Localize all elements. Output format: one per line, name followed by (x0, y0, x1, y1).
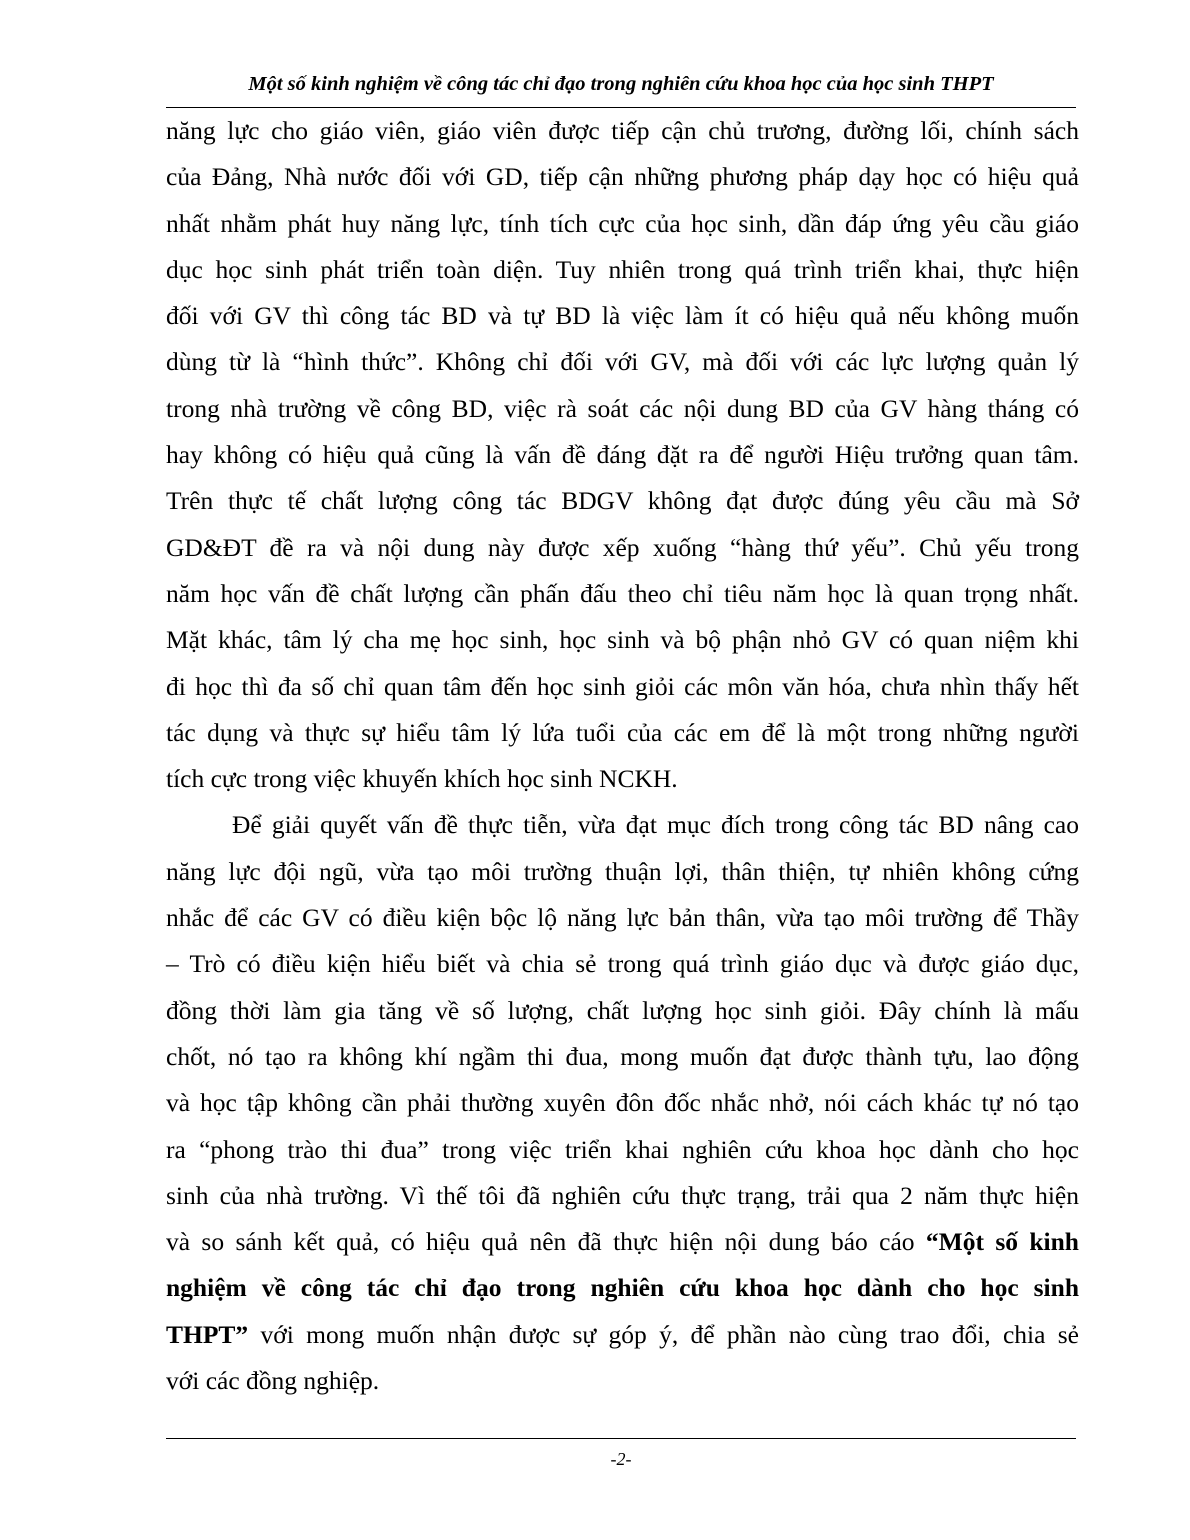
text-line: nhắc để các GV có điều kiện bộc lộ năng lực bản thân, vừa tạo môi trường để Thầy (166, 903, 1079, 933)
text-line: ra “phong trào thi đua” trong việc triển khai nghiên cứu khoa học dành cho học (166, 1134, 1079, 1164)
page-number: -2- (610, 1449, 632, 1469)
text-line: đối với GV thì công tác BD và tự BD là việc làm ít có hiệu quả nếu không muốn (166, 301, 1079, 331)
text-line: và học tập không cần phải thường xuyên đôn đốc nhắc nhở, nói cách khác tự nó tạo (166, 1088, 1079, 1118)
paragraph-1 (166, 108, 1079, 802)
text-line: chốt, nó tạo ra không khí ngầm thi đua, mong muốn đạt được thành tựu, lao động (166, 1041, 1079, 1071)
text-line: dùng từ là “hình thức”. Không chỉ đối với GV, mà đối với các lực lượng quản lý (166, 347, 1079, 377)
text-line: tích cực trong việc khuyến khích học sinh NCKH. (166, 764, 678, 794)
text-line: năng lực đội ngũ, vừa tạo môi trường thuận lợi, thân thiện, tự nhiên không cứng (166, 856, 1079, 886)
text-line: – Trò có điều kiện hiểu biết và chia sẻ trong quá trình giáo dục và được giáo dục, (166, 949, 1079, 979)
text-line: với các đồng nghiệp. (166, 1366, 380, 1396)
text-fragment: với mong muốn nhận được sự góp ý, để phần nào cùng trao đổi, chia sẻ (248, 1319, 1079, 1349)
page-header-title: Một số kinh nghiệm về công tác chỉ đạo trong nghiên cứu khoa học của học sinh THPT (248, 73, 994, 95)
text-line: tác dụng và thực sự hiểu tâm lý lứa tuổi của các em để là một trong những người (166, 717, 1079, 747)
text-line: hay không có hiệu quả cũng là vấn đề đáng đặt ra để người Hiệu trưởng quan tâm. (166, 440, 1079, 470)
text-line: của Đảng, Nhà nước đối với GD, tiếp cận những phương pháp dạy học có hiệu quả (166, 162, 1079, 192)
text-line: đồng thời làm gia tăng về số lượng, chất lượng học sinh giỏi. Đây chính là mấu (166, 995, 1079, 1025)
text-line: dục học sinh phát triển toàn diện. Tuy nhiên trong quá trình triển khai, thực hiện (166, 254, 1079, 284)
text-line: GD&ĐT đề ra và nội dung này được xếp xuống “hàng thứ yếu”. Chủ yếu trong (166, 532, 1079, 562)
paragraph-2 (166, 802, 1079, 1404)
report-title-start: “Một số kinh (925, 1227, 1079, 1257)
text-line (166, 1219, 1079, 1265)
text-line (166, 1312, 1079, 1358)
text-line: nhất nhằm phát huy năng lực, tính tích cực của học sinh, dần đáp ứng yêu cầu giáo (166, 208, 1079, 238)
text-line: đi học thì đa số chỉ quan tâm đến học sinh giỏi các môn văn hóa, chưa nhìn thấy hết (166, 671, 1079, 701)
report-title-end: THPT” (166, 1319, 249, 1349)
text-line: Để giải quyết vấn đề thực tiễn, vừa đạt mục đích trong công tác BD nâng cao (232, 810, 1079, 840)
text-line: Trên thực tế chất lượng công tác BDGV không đạt được đúng yêu cầu mà Sở (166, 486, 1079, 516)
text-fragment: và so sánh kết quả, có hiệu quả nên đã thực hiện nội dung báo cáo (166, 1227, 926, 1257)
text-line: Mặt khác, tâm lý cha mẹ học sinh, học sinh và bộ phận nhỏ GV có quan niệm khi (166, 625, 1079, 655)
text-line: năm học vấn đề chất lượng cần phấn đấu theo chỉ tiêu năm học là quan trọng nhất. (166, 578, 1079, 608)
document-body (166, 108, 1079, 1404)
text-line: năng lực cho giáo viên, giáo viên được tiếp cận chủ trương, đường lối, chính sách (166, 116, 1079, 145)
report-title-middle: nghiệm về công tác chỉ đạo trong nghiên cứu khoa học dành cho học sinh (166, 1273, 1079, 1303)
footer-rule (166, 1438, 1076, 1439)
text-line: trong nhà trường về công BD, việc rà soát các nội dung BD của GV hàng tháng có (166, 393, 1079, 423)
text-line: sinh của nhà trường. Vì thế tôi đã nghiên cứu thực trạng, trải qua 2 năm thực hiện (166, 1180, 1079, 1210)
text-line (166, 1265, 1079, 1311)
